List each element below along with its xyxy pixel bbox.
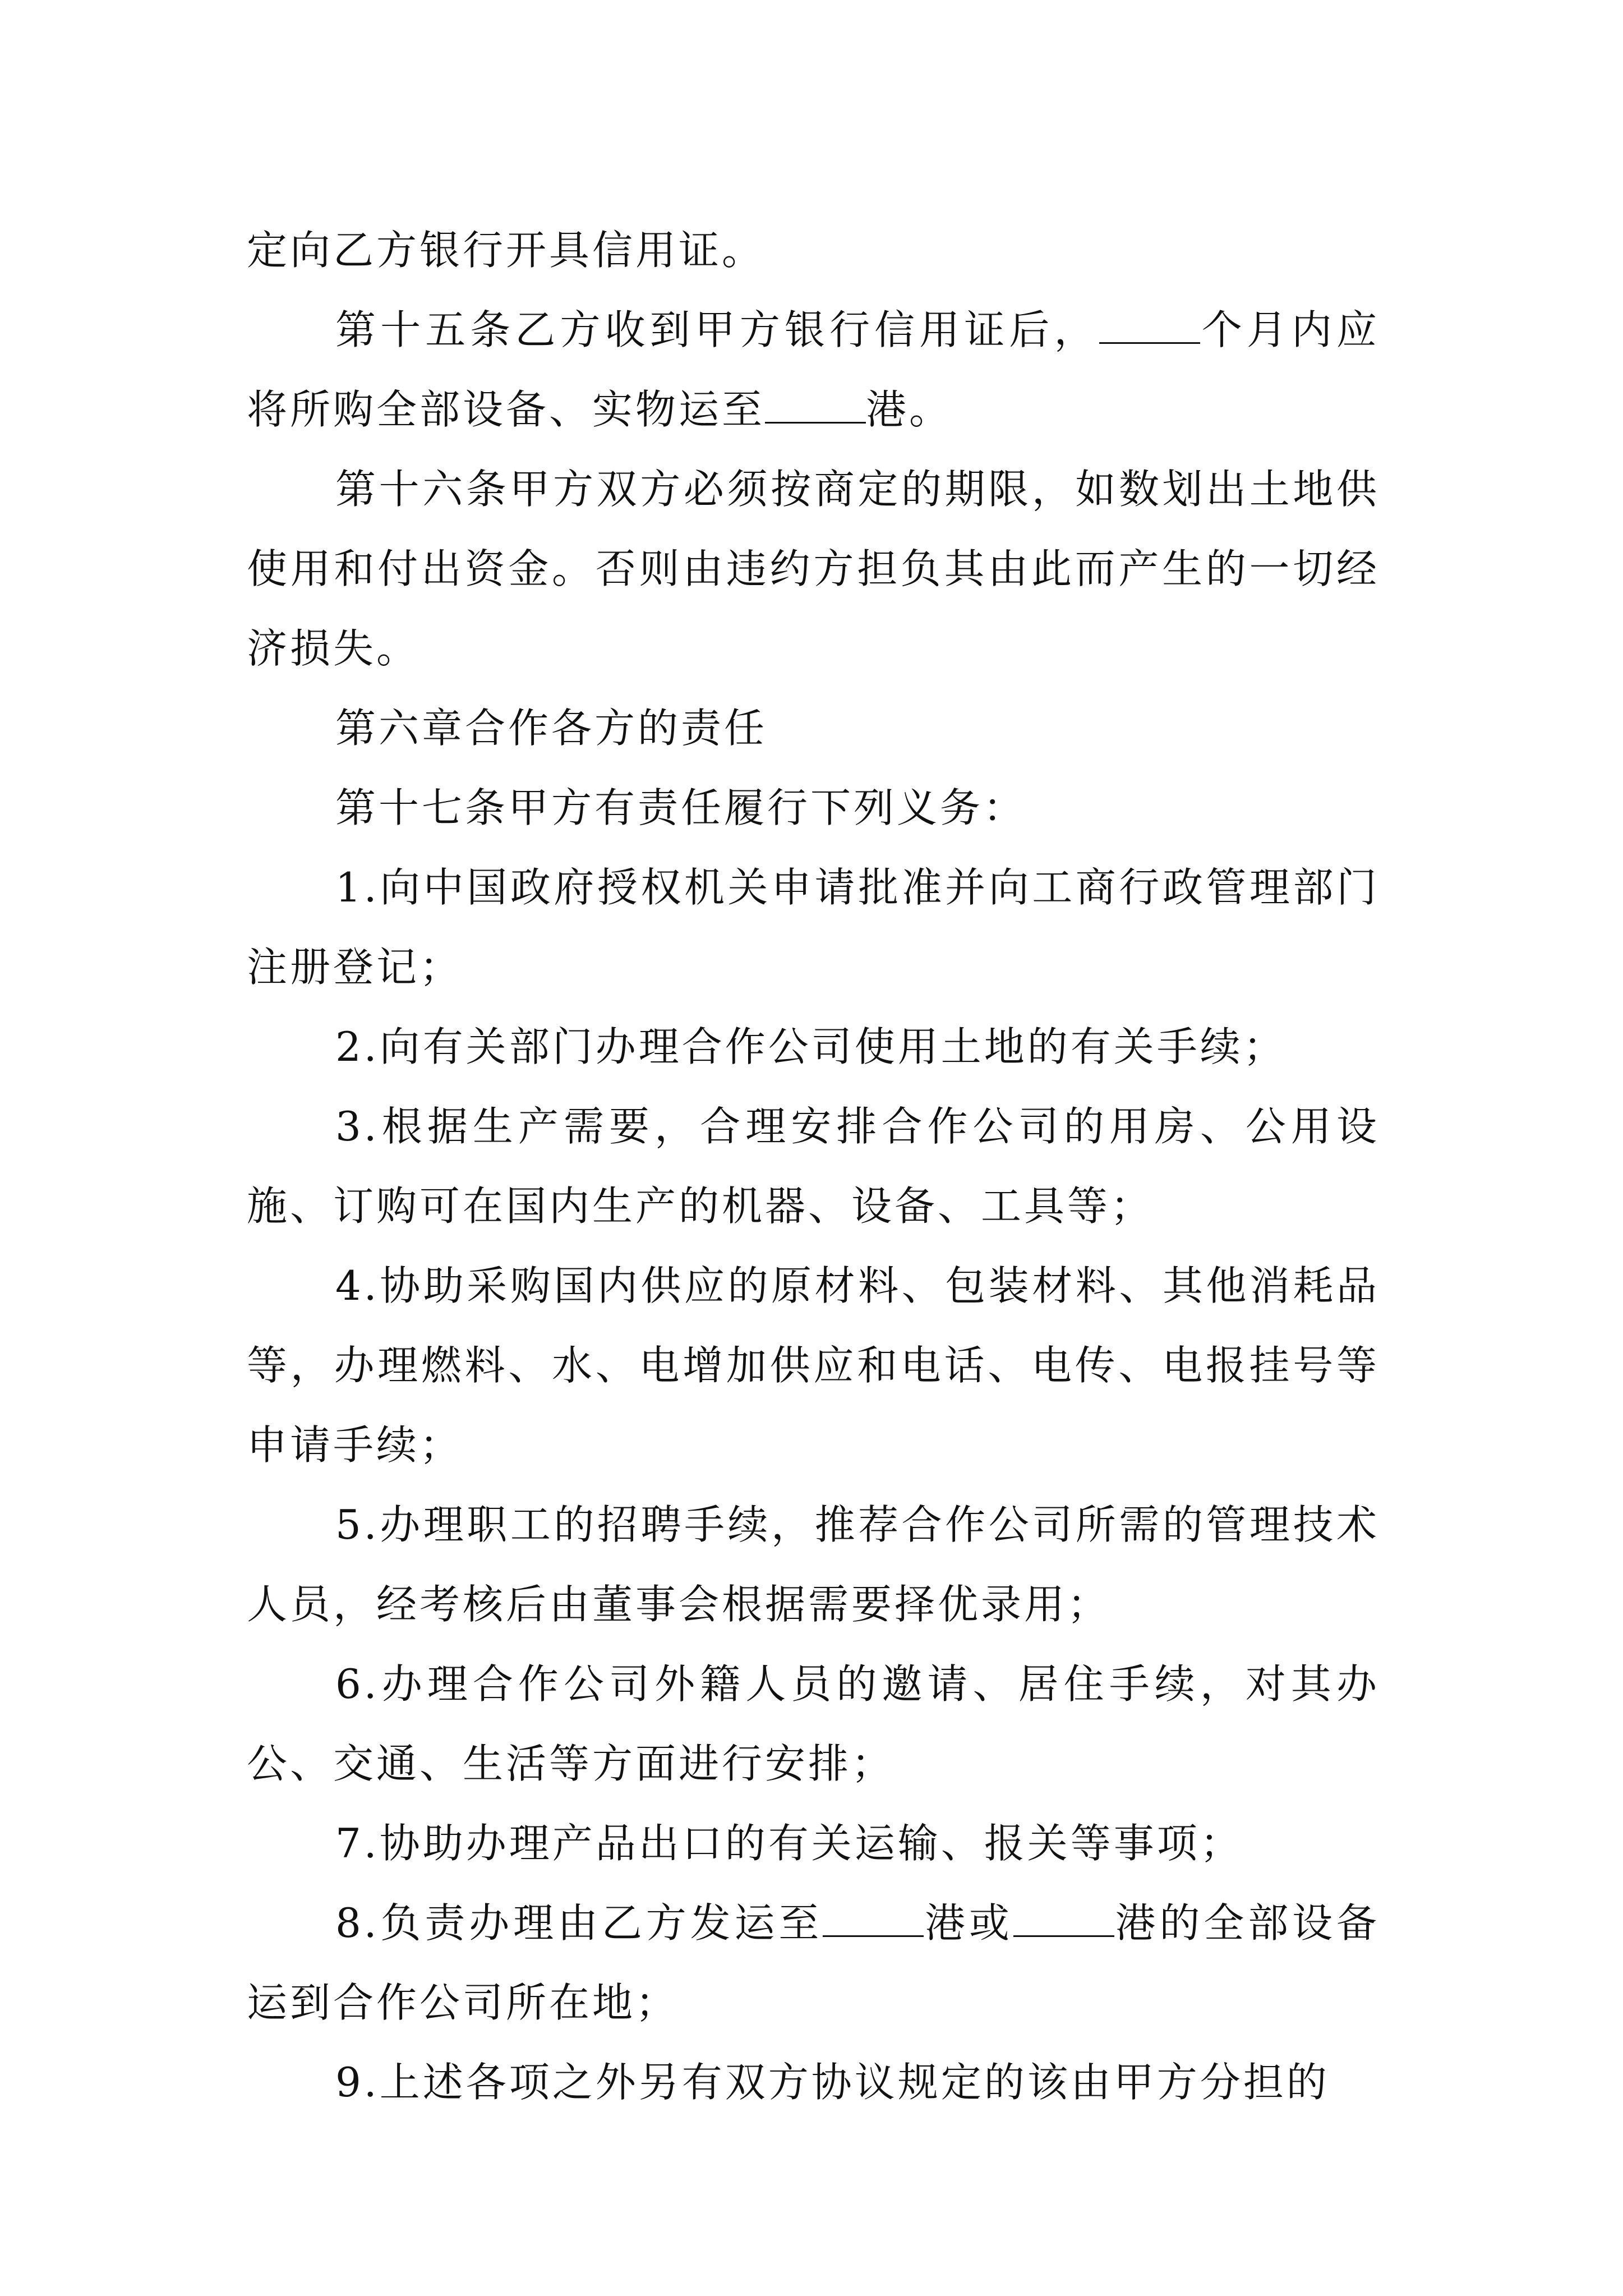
list-item-8 — [247, 1883, 1380, 2042]
article-15-text-b: 个月内应将所购全部设备、实物运至 — [247, 306, 1380, 433]
list-item-8-text-c: 港的全部设备运到合作公司所在地； — [247, 1899, 1380, 2026]
blank-field-port-1 — [823, 1901, 924, 1937]
paragraph-article-17: 第十七条甲方有责任履行下列义务： — [335, 784, 1027, 831]
list-item-6: 6.办理合作公司外籍人员的邀请、居住手续，对其办公、交通、生活等方面进行安排； — [247, 1660, 1380, 1787]
list-item-8-text-b: 港或 — [924, 1899, 1013, 1947]
list-item-4: 4.协助采购国内供应的原材料、包装材料、其他消耗品等，办理燃料、水、电增加供应和电话、电传、电报挂号等申请手续； — [247, 1262, 1380, 1469]
blank-field-port — [765, 388, 866, 424]
blank-field-port-2 — [1013, 1901, 1114, 1937]
paragraph-article-16: 第十六条甲方双方必须按商定的期限，如数划出土地供使用和付出资金。否则由违约方担负其由此而产生的一切经济损失。 — [247, 466, 1380, 672]
paragraph-article-15 — [247, 290, 1380, 449]
list-item-3: 3.根据生产需要，合理安排合作公司的用房、公用设施、订购可在国内生产的机器、设备、工具等； — [247, 1103, 1380, 1230]
list-item-2: 2.向有关部门办理合作公司使用土地的有关手续； — [335, 1023, 1287, 1070]
blank-field-months — [1099, 308, 1200, 344]
document-body — [247, 210, 1380, 2122]
article-15-text-c: 港。 — [866, 386, 953, 433]
list-item-7: 7.协助办理产品出口的有关运输、报关等事项； — [335, 1820, 1243, 1867]
list-item-8-text-a: 8.负责办理由乙方发运至 — [335, 1899, 823, 1947]
list-item-9: 9.上述各项之外另有双方协议规定的该由甲方分担的 — [335, 2059, 1330, 2106]
paragraph-credit-letter: 定向乙方银行开具信用证。 — [247, 227, 766, 274]
article-15-text-a: 第十五条乙方收到甲方银行信用证后， — [335, 306, 1099, 353]
list-item-1: 1.向中国政府授权机关申请批准并向工商行政管理部门注册登记； — [247, 864, 1380, 991]
chapter-heading-6: 第六章合作各方的责任 — [335, 705, 768, 752]
list-item-5: 5.办理职工的招聘手续，推荐合作公司所需的管理技术人员，经考核后由董事会根据需要择优录用； — [247, 1501, 1380, 1628]
